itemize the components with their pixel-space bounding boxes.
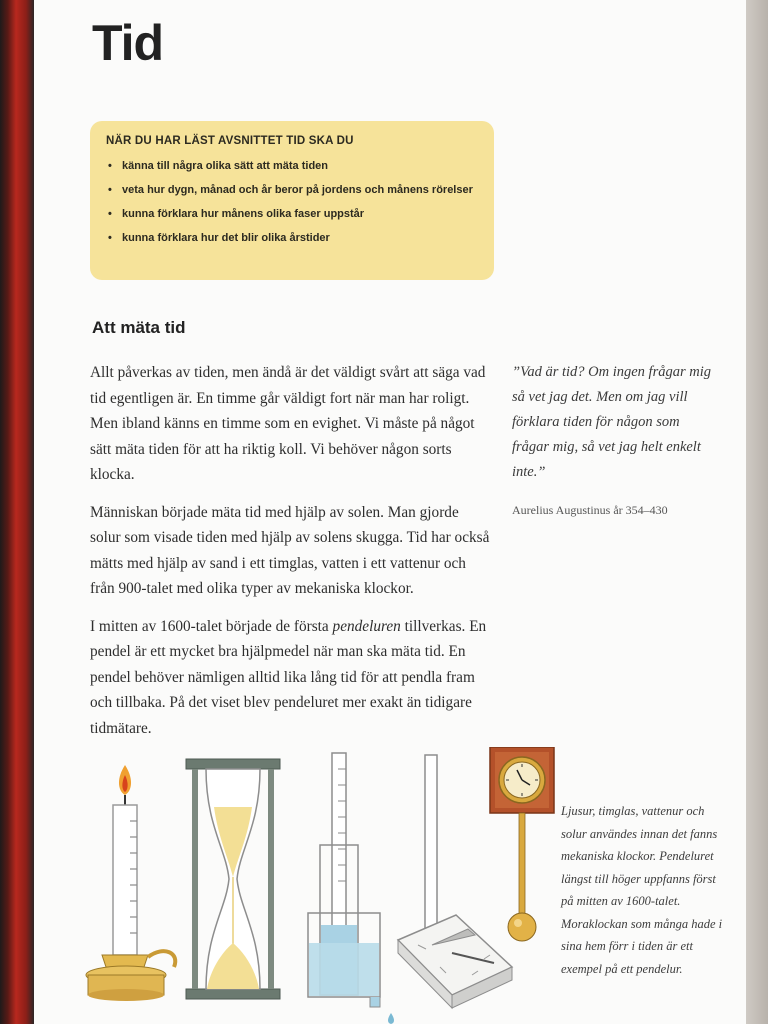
page-title: Tid <box>92 15 164 71</box>
body-text <box>90 360 490 753</box>
hourglass-icon <box>186 759 280 999</box>
learning-goal-item: • kunna förklara hur månens olika faser uppstår <box>106 202 478 226</box>
quote-source: Aurelius Augustinus år 354–430 <box>512 503 668 517</box>
section-heading: Att mäta tid <box>92 318 186 337</box>
paragraph <box>90 614 490 742</box>
paragraph-text: tillverkas. En pendel är ett mycket bra hjälpmedel när man ska mäta tid. En pendel behöver nämligen alltid lika lång tid för att pendla fram och tillbaka. På det viset blev pendeluret mer exakt än tidigare tidmätare. <box>90 617 487 737</box>
learning-goals-list <box>106 154 478 250</box>
paragraph: Människan började mäta tid med hjälp av solen. Man gjorde solur som visade tiden med hjälp av solens skugga. Tid har också mätts med hjälp av sand i ett timglas, vatten i ett vattenur och från 900-talet med olika typer av mekaniska klockor. <box>90 503 490 597</box>
paragraph: Allt påverkas av tiden, men ändå är det väldigt svårt att säga vad tid egentligen är. En timme går väldigt fort när man har roligt. Men ibland känns en timme som en evighet. Vi måste på något sätt mäta tiden för att ha riktig koll. Vi behöver någon sorts klocka. <box>90 364 486 483</box>
learning-goals-box <box>90 121 494 280</box>
learning-goal-item: • kunna förklara hur det blir olika årstider <box>106 226 478 250</box>
emphasized-term: pendeluren <box>332 617 401 635</box>
learning-goals-heading: NÄR DU HAR LÄST AVSNITTET TID SKA DU <box>106 135 354 147</box>
paragraph-text: I mitten av 1600-talet började de första <box>90 617 333 635</box>
learning-goal-item: • veta hur dygn, månad och år beror på jordens och månens rörelser <box>106 178 478 202</box>
candle-clock-icon <box>86 765 175 1001</box>
pendulum-clock-icon <box>488 747 556 947</box>
page-edge <box>746 0 768 1024</box>
quote-text: ”Vad är tid? Om ingen frågar mig så vet jag det. Men om jag vill förklara tiden för någon som frågar mig, så vet jag helt enkelt inte.” <box>512 364 711 480</box>
book-spine <box>0 0 34 1024</box>
illustration-caption: Ljusur, timglas, vattenur och solur användes innan det fanns mekaniska klockor. Pendeluret längst till höger uppfanns först på mitten av 1600-talet. Moraklockan som många hade i sina hem förr i tiden är ett exempel på ett pendelur. <box>561 804 723 976</box>
water-clock-icon <box>308 753 394 1024</box>
learning-goal-item: • känna till några olika sätt att mäta tiden <box>106 154 478 178</box>
